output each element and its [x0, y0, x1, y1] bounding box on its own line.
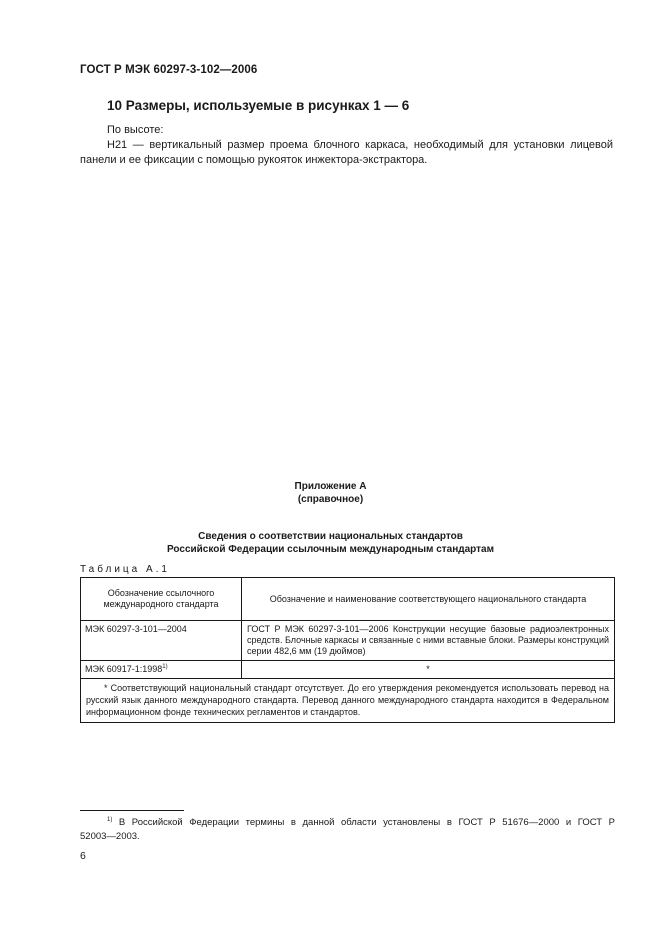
table-header-col1: Обозначение ссылочного международного стандарта [81, 578, 242, 621]
table-cell-code [81, 621, 242, 661]
table-row [81, 661, 615, 679]
paragraph-height: По высоте: [107, 124, 164, 136]
footnote-divider [80, 810, 184, 811]
annex-heading-line2: Российской Федерации ссылочным международным стандартам [166, 544, 495, 555]
section-title: 10 Размеры, используемые в рисунках 1 — 6 [107, 98, 410, 113]
annex-title: Приложение А [294, 481, 367, 492]
annex-type: (справочное) [297, 494, 364, 505]
table-header-row [81, 578, 615, 621]
table-label: Таблица А.1 [80, 564, 170, 575]
footnote [80, 816, 615, 844]
paragraph-h21-definition: H21 — вертикальный размер проема блочного каркаса, необходимый для установки лицевой панели и ее фиксации с помощью рукояток инжектора-экстрактора. [80, 139, 613, 166]
annex-heading-line1: Сведения о соответствии национальных стандартов [198, 531, 463, 542]
table-cell-code [81, 661, 242, 679]
footnote-marker: 1) [107, 816, 113, 823]
table-cell-desc: ГОСТ Р МЭК 60297-3-101—2006 Конструкции несущие базовые радиоэлектронных средств. Блочные каркасы и связанные с ними вставные блоки. Размеры конструкций серии 482,6 мм (19 дюймов) [242, 621, 615, 661]
code-text: МЭК 60297-3-101—2004 [85, 624, 187, 634]
page-number: 6 [80, 850, 86, 862]
table-header-col2: Обозначение и наименование соответствующего национального стандарта [242, 578, 615, 621]
reference-table [80, 577, 615, 723]
footnote-ref: 1) [162, 664, 168, 670]
table-cell-desc: * [242, 661, 615, 679]
table-note-row [81, 679, 615, 723]
document-header: ГОСТ Р МЭК 60297-3-102—2006 [80, 64, 258, 76]
table-note: * Соответствующий национальный стандарт отсутствует. До его утверждения рекомендуется использовать перевод на русский язык данного международного стандарта. Перевод данного международного стандарта находится в Федеральном информационном фонде технических регламентов и стандартов. [81, 679, 615, 723]
table-row [81, 621, 615, 661]
footnote-text: В Российской Федерации термины в данной области установлены в ГОСТ Р 51676—2000 и ГОСТ Р 52003—2003. [80, 817, 615, 842]
code-text: МЭК 60917-1:1998 [85, 664, 163, 674]
